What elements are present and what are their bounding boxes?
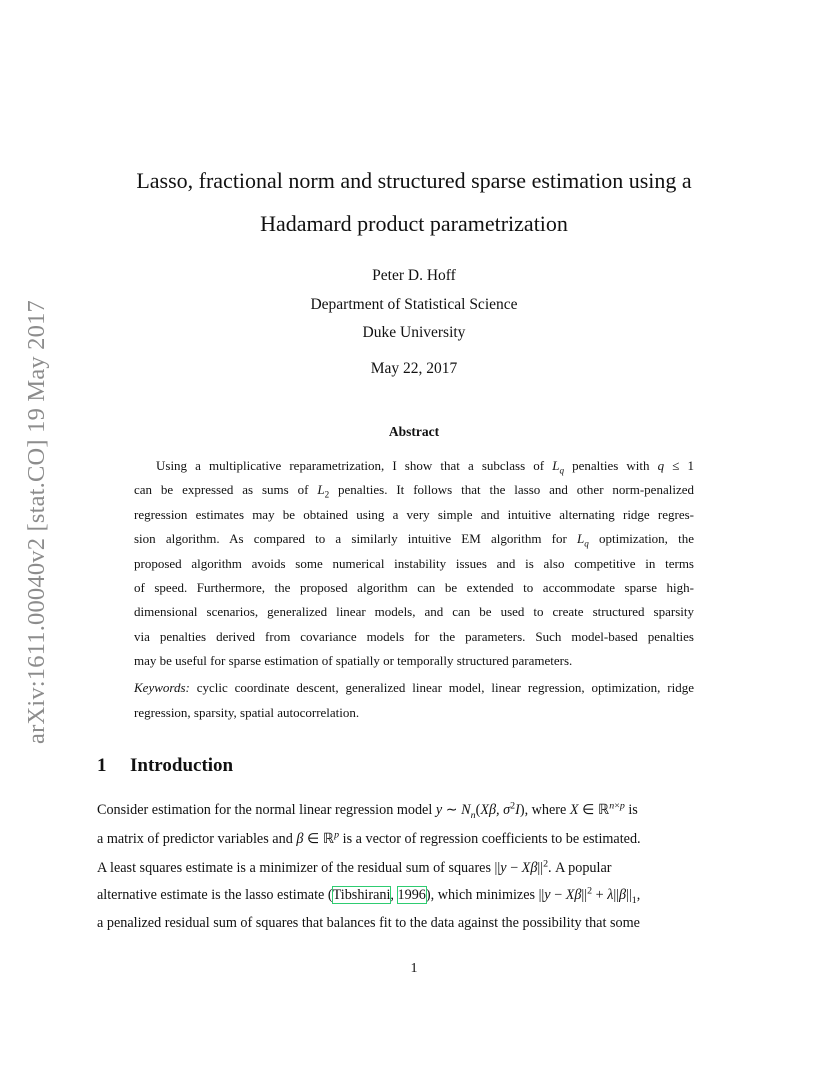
keywords-text: cyclic coordinate descent, generalized linear model, linear regression, optimization, ridge regression, sparsity, spatial autocorrelation. xyxy=(134,680,695,720)
abstract-line: Using a multiplicative reparametrization, I show that a subclass of $L_q$ penalties with q ≤ 1 xyxy=(156,458,694,476)
arxiv-side-stamp: arXiv:1611.00040v2 [stat.CO] 19 May 2017 xyxy=(23,300,50,744)
body-line: a matrix of predictor variables and β ∈ ℝ$^p$ is a vector of regression coefficients to be estimated. xyxy=(97,829,641,847)
body-line: alternative estimate is the lasso estimate (Tibshirani, 1996), which minimizes $||y - X\beta||^2 + \lambda||\beta||_1$, xyxy=(97,885,641,906)
section-title: Introduction xyxy=(130,755,234,776)
section-heading xyxy=(97,755,233,777)
abstract-line: of speed. Furthermore, the proposed algorithm can be extended to accommodate sparse high- xyxy=(134,580,694,596)
abstract-line: may be useful for sparse estimation of spatially or temporally structured parameters. xyxy=(134,653,573,669)
keywords-label: Keywords: xyxy=(134,680,190,695)
body-line: a penalized residual sum of squares that balances fit to the data against the possibility that some xyxy=(97,915,640,931)
keywords xyxy=(134,676,694,725)
citation-link-year[interactable]: 1996 xyxy=(397,887,426,903)
abstract-line: via penalties derived from covariance models for the parameters. Such model-based penalties xyxy=(134,628,694,644)
paper-title-line-1: Lasso, fractional norm and structured sparse estimation using a xyxy=(136,168,692,193)
section-number: 1 xyxy=(97,755,107,776)
paper-title-line-2: Hadamard product parametrization xyxy=(260,211,568,236)
abstract-line: regression estimates may be obtained using a very simple and intuitive alternating ridge regres- xyxy=(134,506,694,522)
author-department: Department of Statistical Science xyxy=(310,296,518,313)
abstract-line: sion algorithm. As compared to a similarly intuitive EM algorithm for $L_q$ optimization, the xyxy=(134,531,694,549)
abstract-line: can be expressed as sums of $L_2$ penalties. It follows that the lasso and other norm-penalized xyxy=(134,482,694,500)
abstract-heading: Abstract xyxy=(388,424,440,439)
abstract-line: dimensional scenarios, generalized linear models, and can be used to create structured sparsity xyxy=(134,604,694,620)
author-name: Peter D. Hoff xyxy=(372,267,456,284)
page-number: 1 xyxy=(410,961,418,976)
abstract-body xyxy=(134,454,694,674)
body-line: Consider estimation for the normal linear regression model y ∼ $N_n(X\beta$, $\sigma^2I$), where X ∈ ℝ$^{n\times p}$ is xyxy=(97,800,638,821)
paper-date: May 22, 2017 xyxy=(370,360,458,377)
abstract-line: proposed algorithm avoids some numerical instability issues and is also competitive in terms xyxy=(134,555,694,571)
author-university: Duke University xyxy=(362,324,466,341)
citation-link-author[interactable]: Tibshirani xyxy=(332,887,391,903)
body-line: A least squares estimate is a minimizer of the residual sum of squares $||y - X\beta||^2$. A popular xyxy=(97,858,612,876)
